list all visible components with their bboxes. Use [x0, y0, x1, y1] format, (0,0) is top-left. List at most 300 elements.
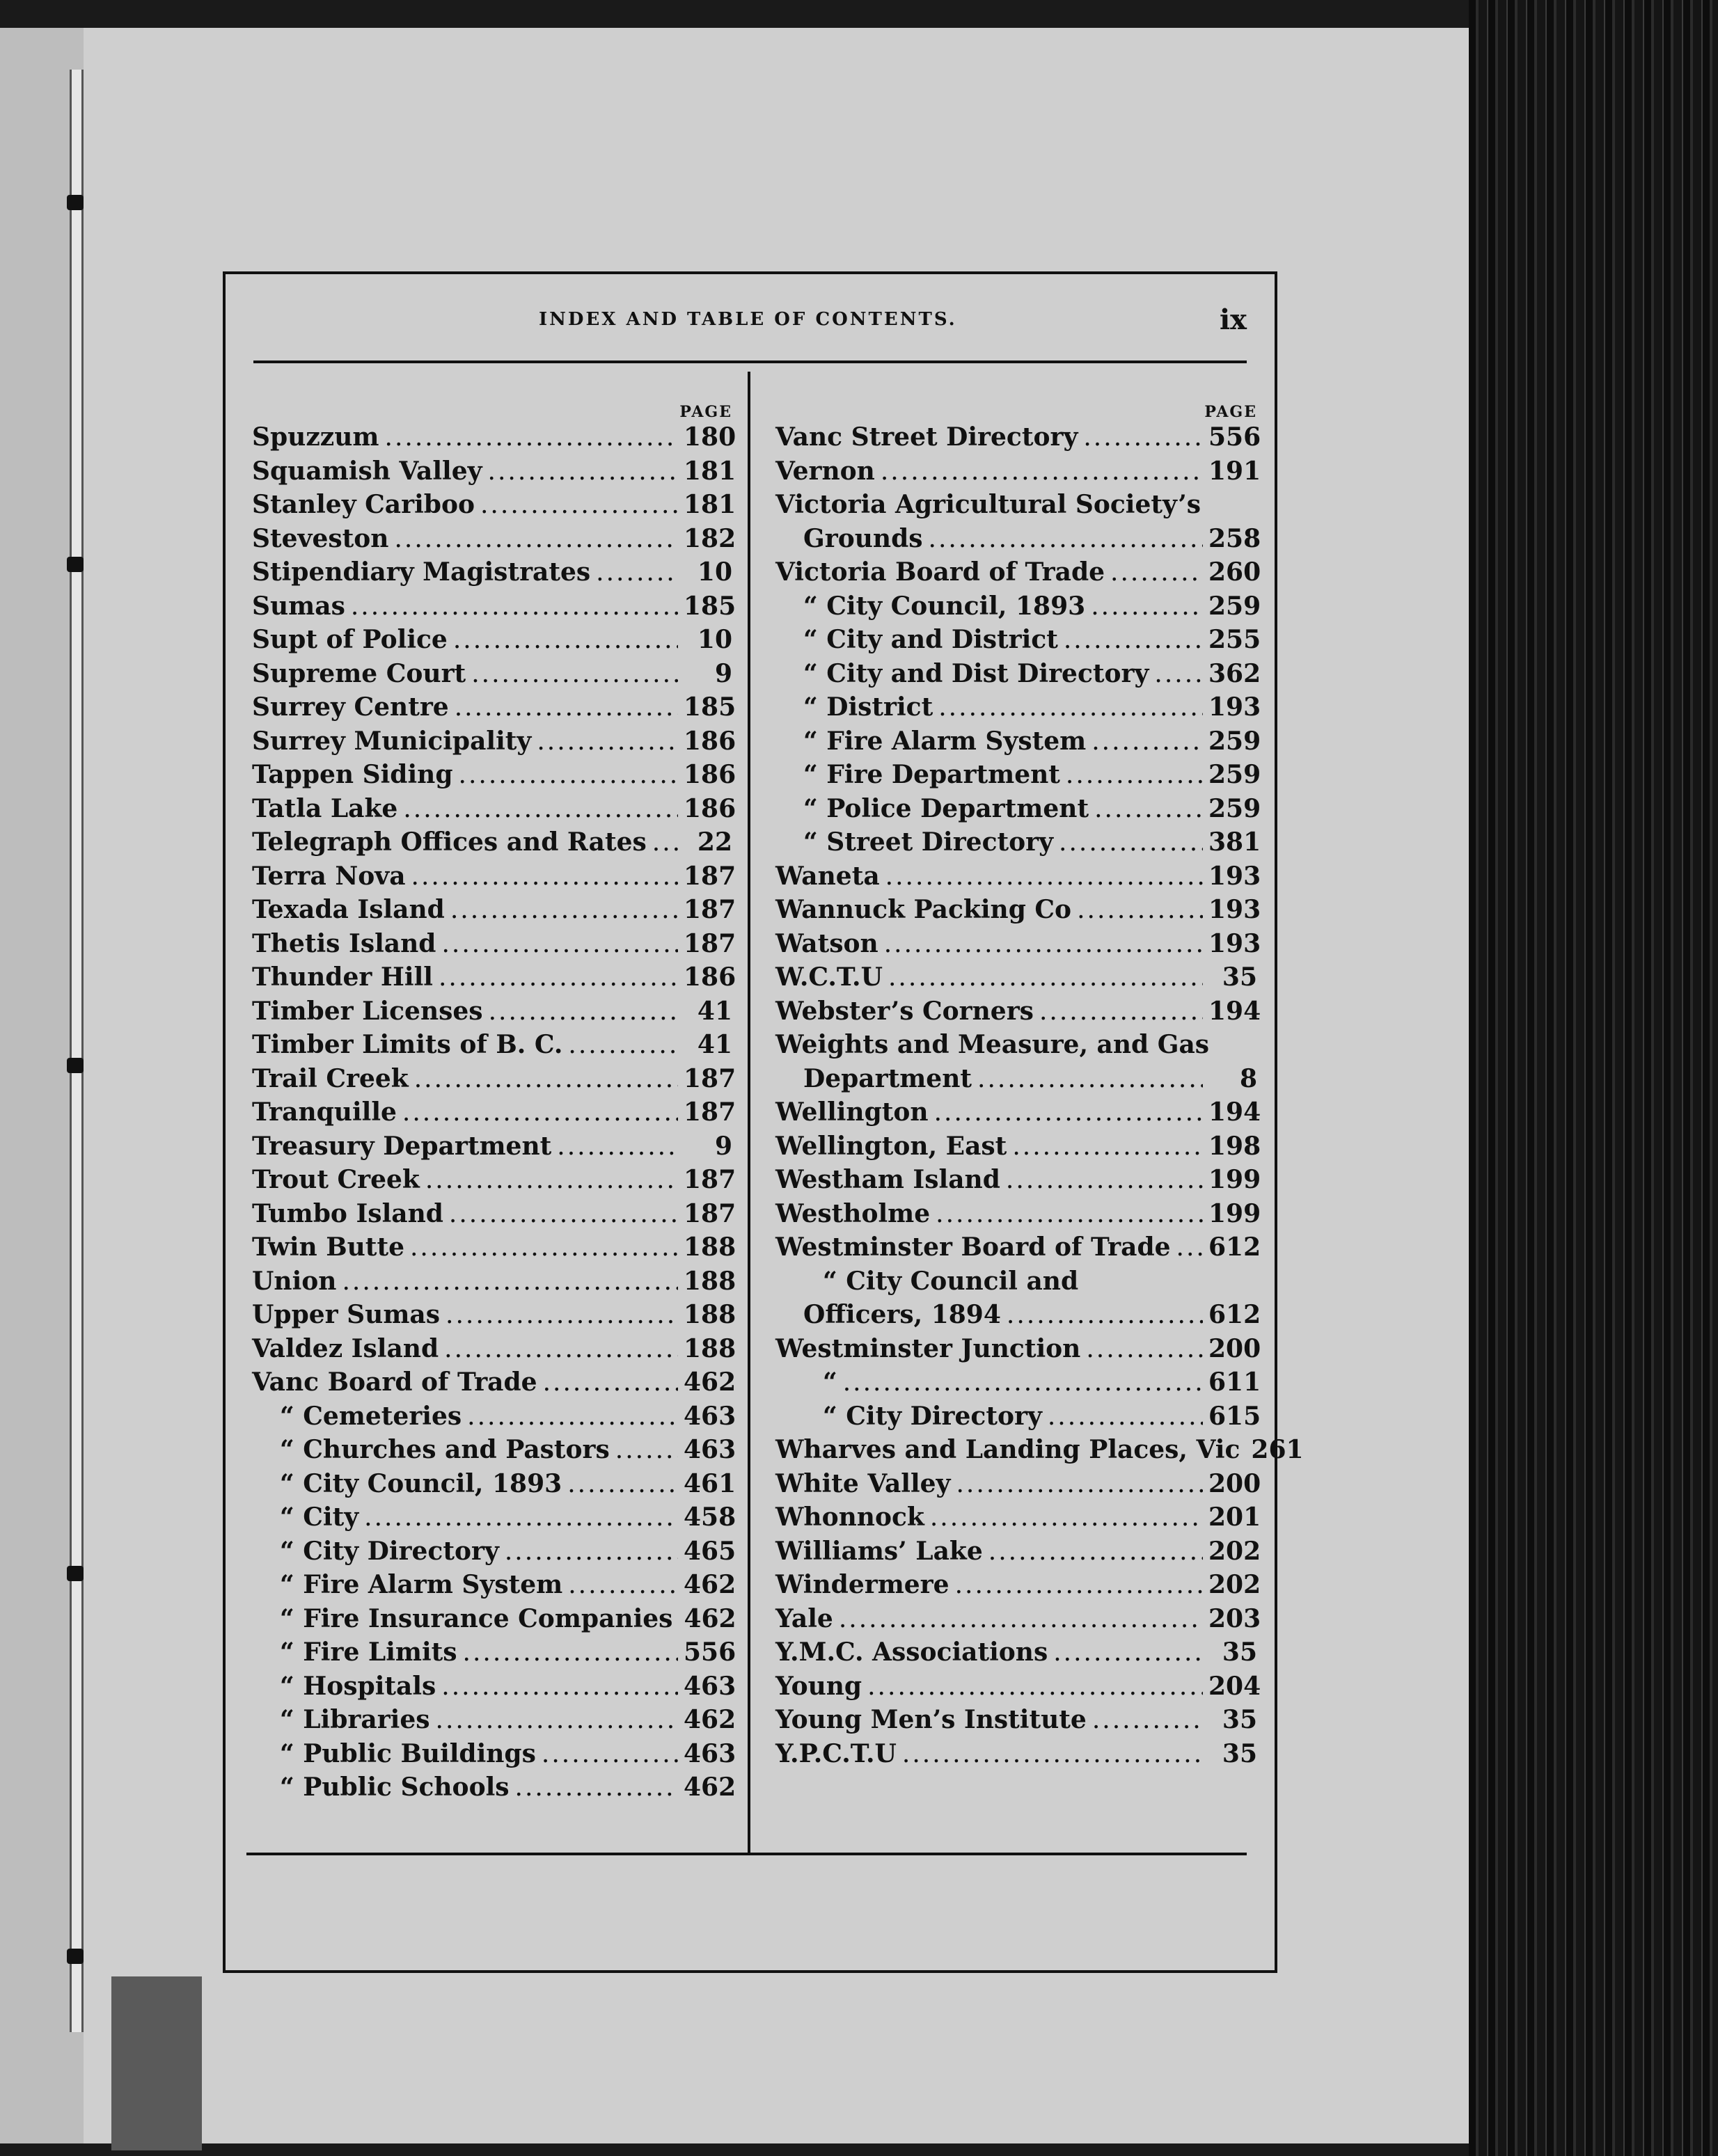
- page-header: [226, 303, 1275, 344]
- dot-leader: [537, 727, 678, 756]
- dot-leader: [1086, 1335, 1203, 1363]
- entry-page-number: 202: [1208, 1570, 1261, 1599]
- entry-page-number: 462: [684, 1570, 736, 1599]
- dot-leader: [596, 558, 678, 587]
- entry-name: Timber Limits of B. C.: [252, 1030, 563, 1059]
- entry-page-number: 9: [714, 1131, 732, 1161]
- entry-name: “ Libraries: [280, 1705, 430, 1734]
- dot-leader: [410, 1233, 678, 1262]
- entry-name: Tumbo Island: [252, 1198, 443, 1228]
- index-entry: [775, 962, 1257, 997]
- index-entry: [775, 1401, 1261, 1436]
- dot-leader: [444, 1335, 678, 1363]
- entry-name: “ Hospitals: [280, 1671, 436, 1701]
- dot-leader: [542, 1740, 678, 1768]
- entry-page-number: 463: [684, 1401, 736, 1431]
- dot-leader: [403, 795, 678, 823]
- entry-name: Terra Nova: [252, 861, 406, 891]
- entry-name: “ Fire Limits: [280, 1638, 457, 1667]
- entry-page-number: 612: [1208, 1300, 1261, 1329]
- entry-name: Upper Sumas: [252, 1300, 440, 1329]
- entry-page-number: 35: [1222, 1705, 1257, 1734]
- entry-page-number: 556: [1208, 422, 1261, 452]
- index-entry: [775, 523, 1261, 558]
- entry-name: Windermere: [775, 1570, 949, 1599]
- top-rule: [253, 360, 1247, 363]
- entry-page-number: 10: [697, 625, 732, 654]
- entry-name: Williams’ Lake: [775, 1536, 983, 1566]
- dot-leader: [414, 1065, 678, 1093]
- dot-leader: [515, 1773, 678, 1802]
- dot-leader: [394, 525, 678, 553]
- dot-leader: [1006, 1166, 1203, 1194]
- entry-name: “ Cemeteries: [280, 1401, 462, 1431]
- index-frame: [223, 271, 1304, 1973]
- index-entry: [252, 659, 732, 693]
- index-entry: [252, 726, 736, 761]
- index-entry: [775, 928, 1261, 963]
- entry-name: Vanc Board of Trade: [252, 1368, 537, 1397]
- binding-knot: [67, 557, 84, 572]
- index-entry: [252, 1536, 736, 1571]
- index-entry: [252, 895, 736, 929]
- index-entry: [252, 1030, 732, 1064]
- binding-knot: [67, 195, 84, 210]
- entry-page-number: 462: [684, 1773, 736, 1802]
- entry-name: Waneta: [775, 861, 880, 891]
- entry-page-number: 187: [684, 1198, 736, 1228]
- entry-name: “ City Directory: [823, 1401, 1042, 1431]
- entry-page-number: 182: [684, 523, 736, 553]
- index-entry: [775, 1739, 1257, 1773]
- entry-name: Tappen Siding: [252, 760, 453, 789]
- entry-name: Supt of Police: [252, 625, 448, 654]
- entry-page-number: 611: [1208, 1368, 1261, 1397]
- wooden-surface: [1469, 0, 1718, 2156]
- entry-page-number: 180: [684, 422, 736, 452]
- index-entry: [775, 456, 1261, 491]
- index-entry: [252, 1063, 736, 1098]
- bottom-rule: [246, 1853, 1247, 1855]
- entry-page-number: 194: [1208, 996, 1261, 1026]
- index-entry: [252, 760, 736, 794]
- entry-page-number: 200: [1208, 1333, 1261, 1363]
- dot-leader: [568, 1031, 678, 1059]
- dot-leader: [441, 1672, 678, 1701]
- entry-name: Trout Creek: [252, 1165, 420, 1194]
- dot-leader: [1077, 896, 1203, 924]
- entry-page-number: 381: [1208, 827, 1261, 857]
- index-entry: [775, 1671, 1261, 1706]
- entry-page-number: 463: [684, 1435, 736, 1464]
- dot-leader: [936, 1200, 1203, 1228]
- index-entry: [252, 1638, 736, 1672]
- entry-name: Westham Island: [775, 1165, 1000, 1194]
- entry-page-number: 465: [684, 1536, 736, 1566]
- index-entry: [252, 557, 732, 592]
- index-entry: [775, 625, 1261, 659]
- entry-page-number: 463: [684, 1671, 736, 1701]
- entry-page-number: 181: [684, 456, 736, 486]
- index-entry: [775, 861, 1261, 896]
- dot-leader: [652, 828, 678, 857]
- index-entry: [775, 1097, 1261, 1132]
- header-title: INDEX AND TABLE OF CONTENTS.: [539, 309, 957, 330]
- index-entry: [775, 1570, 1261, 1604]
- dot-leader: [439, 963, 678, 992]
- index-entry: [775, 1300, 1261, 1334]
- entry-name: “ Street Directory: [803, 827, 1054, 857]
- entry-page-number: 193: [1208, 928, 1261, 958]
- entry-name: Y.M.C. Associations: [775, 1638, 1048, 1667]
- dot-leader: [1083, 423, 1203, 452]
- entry-page-number: 35: [1222, 962, 1257, 992]
- dot-leader: [467, 1402, 678, 1431]
- entry-name: Westminster Board of Trade: [775, 1232, 1171, 1262]
- entry-page-number: 458: [684, 1503, 736, 1532]
- index-entry: [775, 1267, 1257, 1301]
- entry-name: Telegraph Offices and Rates: [252, 827, 647, 857]
- entry-page-number: 202: [1208, 1536, 1261, 1566]
- entry-page-number: 193: [1208, 895, 1261, 924]
- entry-page-number: 201: [1208, 1503, 1261, 1532]
- entry-name: Young Men’s Institute: [775, 1705, 1087, 1734]
- entry-page-number: 187: [684, 1097, 736, 1127]
- entry-name: “ City: [280, 1503, 359, 1532]
- index-entry: [775, 793, 1261, 828]
- right-entry-list: [775, 422, 1304, 1773]
- entry-name: “ Fire Alarm System: [280, 1570, 563, 1599]
- entry-name: Officers, 1894: [803, 1300, 1001, 1329]
- dot-leader: [402, 1098, 678, 1127]
- index-entry: [775, 1131, 1261, 1166]
- entry-name: W.C.T.U: [775, 962, 883, 992]
- entry-name: Trail Creek: [252, 1063, 409, 1093]
- index-entry: [252, 625, 732, 659]
- index-entry: [775, 422, 1261, 457]
- dot-leader: [1007, 1301, 1203, 1329]
- index-entry: [252, 827, 732, 862]
- dot-leader: [364, 1503, 678, 1532]
- dot-leader: [867, 1672, 1203, 1701]
- dot-leader: [977, 1065, 1203, 1093]
- entry-page-number: 186: [684, 760, 736, 789]
- entry-name: Vanc Street Directory: [775, 422, 1078, 452]
- dot-leader: [505, 1537, 678, 1566]
- entry-name: Sumas: [252, 591, 345, 621]
- dot-leader: [453, 626, 678, 654]
- dot-leader: [351, 592, 678, 621]
- dot-leader: [930, 1503, 1203, 1532]
- index-entry: [775, 1368, 1261, 1402]
- entry-name: “ Public Schools: [280, 1773, 510, 1802]
- binding-knot: [67, 1949, 84, 1964]
- dot-leader: [489, 997, 678, 1026]
- index-entry: [252, 1097, 736, 1132]
- entry-name: Victoria Agricultural Society’s: [775, 490, 1201, 519]
- dot-leader: [843, 1368, 1203, 1397]
- dot-leader: [471, 660, 678, 688]
- entry-name: Stipendiary Magistrates: [252, 557, 591, 587]
- dot-leader: [1094, 795, 1203, 823]
- dot-leader: [1091, 592, 1203, 621]
- entry-page-number: 188: [684, 1300, 736, 1329]
- entry-name: Tatla Lake: [252, 793, 398, 823]
- entry-name: Surrey Municipality: [252, 726, 532, 756]
- entry-page-number: 191: [1208, 456, 1261, 486]
- dot-leader: [488, 457, 678, 486]
- entry-page-number: 556: [684, 1638, 736, 1667]
- dot-leader: [480, 491, 678, 519]
- index-entry: [775, 490, 1257, 524]
- index-entry: [775, 1165, 1261, 1199]
- dot-leader: [1059, 828, 1203, 857]
- column-heading: PAGE: [679, 403, 732, 421]
- index-entry: [775, 658, 1261, 693]
- dot-leader: [557, 1132, 678, 1161]
- entry-name: Tranquille: [252, 1097, 397, 1127]
- index-entry: [775, 1333, 1261, 1368]
- right-column: [775, 403, 1304, 1773]
- dot-leader: [567, 1470, 678, 1498]
- entry-name: Thetis Island: [252, 928, 436, 958]
- index-entry: [252, 1165, 736, 1199]
- entry-page-number: 259: [1208, 793, 1261, 823]
- entry-name: Surrey Centre: [252, 692, 449, 722]
- entry-name: Stanley Cariboo: [252, 490, 475, 519]
- entry-page-number: 463: [684, 1738, 736, 1768]
- entry-page-number: 35: [1222, 1738, 1257, 1768]
- index-entry: [775, 557, 1261, 592]
- entry-page-number: 255: [1208, 625, 1261, 654]
- dot-leader: [1064, 626, 1203, 654]
- binding-knot: [67, 1058, 84, 1073]
- dot-leader: [956, 1470, 1203, 1498]
- dot-leader: [446, 1301, 678, 1329]
- entry-name: “ City and District: [803, 625, 1058, 654]
- dot-leader: [449, 1200, 678, 1228]
- entry-page-number: 187: [684, 1165, 736, 1194]
- entry-page-number: 199: [1208, 1198, 1261, 1228]
- entry-name: Steveston: [252, 523, 389, 553]
- dot-leader: [885, 862, 1203, 891]
- entry-page-number: 188: [684, 1232, 736, 1262]
- index-entry: [252, 1738, 736, 1773]
- entry-name: Thunder Hill: [252, 962, 433, 992]
- index-entry: [252, 456, 736, 491]
- binding-thread: [70, 70, 84, 2032]
- dot-leader: [1154, 660, 1203, 688]
- dot-leader: [1176, 1233, 1203, 1262]
- dot-leader: [988, 1537, 1203, 1566]
- index-entry: [252, 422, 736, 457]
- entry-name: “ City Directory: [280, 1536, 499, 1566]
- index-entry: [252, 1570, 736, 1604]
- index-entry: [252, 1266, 736, 1301]
- index-entry: [252, 1132, 732, 1166]
- dot-leader: [436, 1706, 678, 1734]
- entry-page-number: 258: [1208, 523, 1261, 553]
- entry-page-number: 9: [714, 658, 732, 688]
- index-entry: [252, 962, 736, 997]
- index-entry: [252, 523, 736, 558]
- index-entry: [252, 490, 736, 524]
- paper-stain: [111, 1976, 202, 2150]
- entry-name: “ Fire Department: [803, 760, 1060, 789]
- index-entry: [252, 692, 736, 727]
- index-entry: [775, 1468, 1261, 1503]
- entry-name: Watson: [775, 928, 878, 958]
- entry-page-number: 204: [1208, 1671, 1261, 1701]
- entry-name: “ Fire Alarm System: [803, 726, 1087, 756]
- entry-page-number: 259: [1208, 760, 1261, 789]
- entry-name: “ Public Buildings: [280, 1738, 536, 1768]
- index-entry: [252, 1368, 736, 1402]
- left-column: [252, 403, 736, 1807]
- entry-page-number: 187: [684, 1063, 736, 1093]
- dot-leader: [411, 862, 678, 891]
- entry-name: Spuzzum: [252, 422, 379, 452]
- entry-name: Y.P.C.T.U: [775, 1738, 897, 1768]
- entry-name: “ City Council and: [823, 1266, 1079, 1296]
- dot-leader: [342, 1267, 678, 1296]
- dot-leader: [543, 1368, 678, 1397]
- entry-page-number: 10: [697, 557, 732, 587]
- dot-leader: [1110, 558, 1203, 587]
- dot-leader: [929, 525, 1203, 553]
- entry-page-number: 188: [684, 1266, 736, 1296]
- entry-page-number: 259: [1208, 726, 1261, 756]
- index-entry: [775, 1064, 1257, 1098]
- column-divider: [748, 372, 750, 1853]
- index-entry: [775, 726, 1261, 761]
- dot-leader: [955, 1571, 1203, 1599]
- entry-page-number: 362: [1208, 658, 1261, 688]
- entry-page-number: 35: [1222, 1638, 1257, 1667]
- dot-leader: [615, 1436, 678, 1464]
- entry-name: Wellington: [775, 1097, 929, 1127]
- entry-page-number: 185: [684, 591, 736, 621]
- dot-leader: [1092, 1706, 1203, 1734]
- dot-leader: [934, 1098, 1203, 1127]
- entry-name: Weights and Measure, and Gas: [775, 1030, 1210, 1059]
- entry-page-number: 186: [684, 793, 736, 823]
- dot-leader: [568, 1571, 678, 1599]
- entry-name: Texada Island: [252, 895, 445, 924]
- dot-leader: [1048, 1402, 1203, 1431]
- entry-page-number: 8: [1239, 1063, 1257, 1093]
- entry-name: Twin Butte: [252, 1232, 404, 1262]
- entry-name: Union: [252, 1266, 337, 1296]
- entry-name: “ Churches and Pastors: [280, 1435, 610, 1464]
- binding-knot: [67, 1566, 84, 1581]
- entry-page-number: 185: [684, 692, 736, 722]
- entry-name: Whonnock: [775, 1503, 924, 1532]
- index-entry: [252, 1603, 736, 1638]
- entry-page-number: 188: [684, 1333, 736, 1363]
- entry-page-number: 187: [684, 928, 736, 958]
- index-entry: [252, 1773, 736, 1807]
- index-entry: [775, 1503, 1261, 1537]
- entry-page-number: 462: [684, 1368, 736, 1397]
- entry-page-number: 193: [1208, 692, 1261, 722]
- page-number: ix: [1219, 303, 1247, 336]
- entry-page-number: 22: [697, 827, 732, 857]
- dot-leader: [938, 693, 1203, 722]
- entry-name: Yale: [775, 1603, 833, 1633]
- dot-leader: [425, 1166, 678, 1194]
- entry-page-number: 187: [684, 895, 736, 924]
- dot-leader: [902, 1740, 1203, 1768]
- entry-page-number: 186: [684, 726, 736, 756]
- entry-name: “: [823, 1368, 837, 1397]
- entry-name: Supreme Court: [252, 658, 466, 688]
- index-entry: [775, 827, 1261, 862]
- entry-page-number: 193: [1208, 861, 1261, 891]
- dot-leader: [1039, 997, 1203, 1026]
- entry-name: “ City Council, 1893: [280, 1468, 562, 1498]
- entry-page-number: 612: [1208, 1232, 1261, 1262]
- index-entry: [775, 692, 1261, 727]
- dot-leader: [1092, 727, 1203, 756]
- index-entry: [775, 760, 1261, 794]
- entry-page-number: 181: [684, 490, 736, 519]
- entry-page-number: 186: [684, 962, 736, 992]
- dot-leader: [463, 1638, 678, 1667]
- entry-name: White Valley: [775, 1468, 951, 1498]
- dot-leader: [888, 963, 1203, 992]
- index-entry: [252, 997, 732, 1031]
- entry-page-number: 194: [1208, 1097, 1261, 1127]
- dot-leader: [459, 761, 679, 789]
- index-entry: [775, 1232, 1261, 1267]
- entry-page-number: 260: [1208, 557, 1261, 587]
- column-heading: PAGE: [1204, 403, 1257, 421]
- entry-name: Victoria Board of Trade: [775, 557, 1105, 587]
- index-entry: [252, 1401, 736, 1436]
- index-entry: [252, 861, 736, 896]
- entry-name: Wannuck Packing Co: [775, 895, 1072, 924]
- index-entry: [775, 895, 1261, 929]
- entry-name: “ City Council, 1893: [803, 591, 1086, 621]
- index-entry: [252, 1468, 736, 1503]
- index-entry: [775, 591, 1261, 626]
- entry-name: Vernon: [775, 456, 875, 486]
- entry-name: “ City and Dist Directory: [803, 658, 1149, 688]
- entry-page-number: 615: [1208, 1401, 1261, 1431]
- entry-page-number: 199: [1208, 1165, 1261, 1194]
- index-entry: [252, 1435, 736, 1469]
- entry-page-number: 41: [697, 996, 732, 1026]
- dot-leader: [450, 896, 678, 924]
- entry-name: Wharves and Landing Places, Vic: [775, 1435, 1240, 1464]
- entry-page-number: 261: [1251, 1435, 1304, 1464]
- entry-name: Grounds: [803, 523, 923, 553]
- index-entry: [775, 1638, 1257, 1672]
- entry-page-number: 462: [684, 1603, 736, 1633]
- entry-name: Treasury Department: [252, 1131, 552, 1161]
- index-entry: [252, 1333, 736, 1368]
- entry-name: Westholme: [775, 1198, 931, 1228]
- entry-page-number: 187: [684, 861, 736, 891]
- index-entry: [775, 1705, 1257, 1739]
- entry-name: Valdez Island: [252, 1333, 439, 1363]
- index-entry: [252, 1503, 736, 1537]
- dot-leader: [1012, 1132, 1203, 1161]
- dot-leader: [1066, 761, 1203, 789]
- index-entry: [252, 1232, 736, 1267]
- index-entry: [775, 1603, 1261, 1638]
